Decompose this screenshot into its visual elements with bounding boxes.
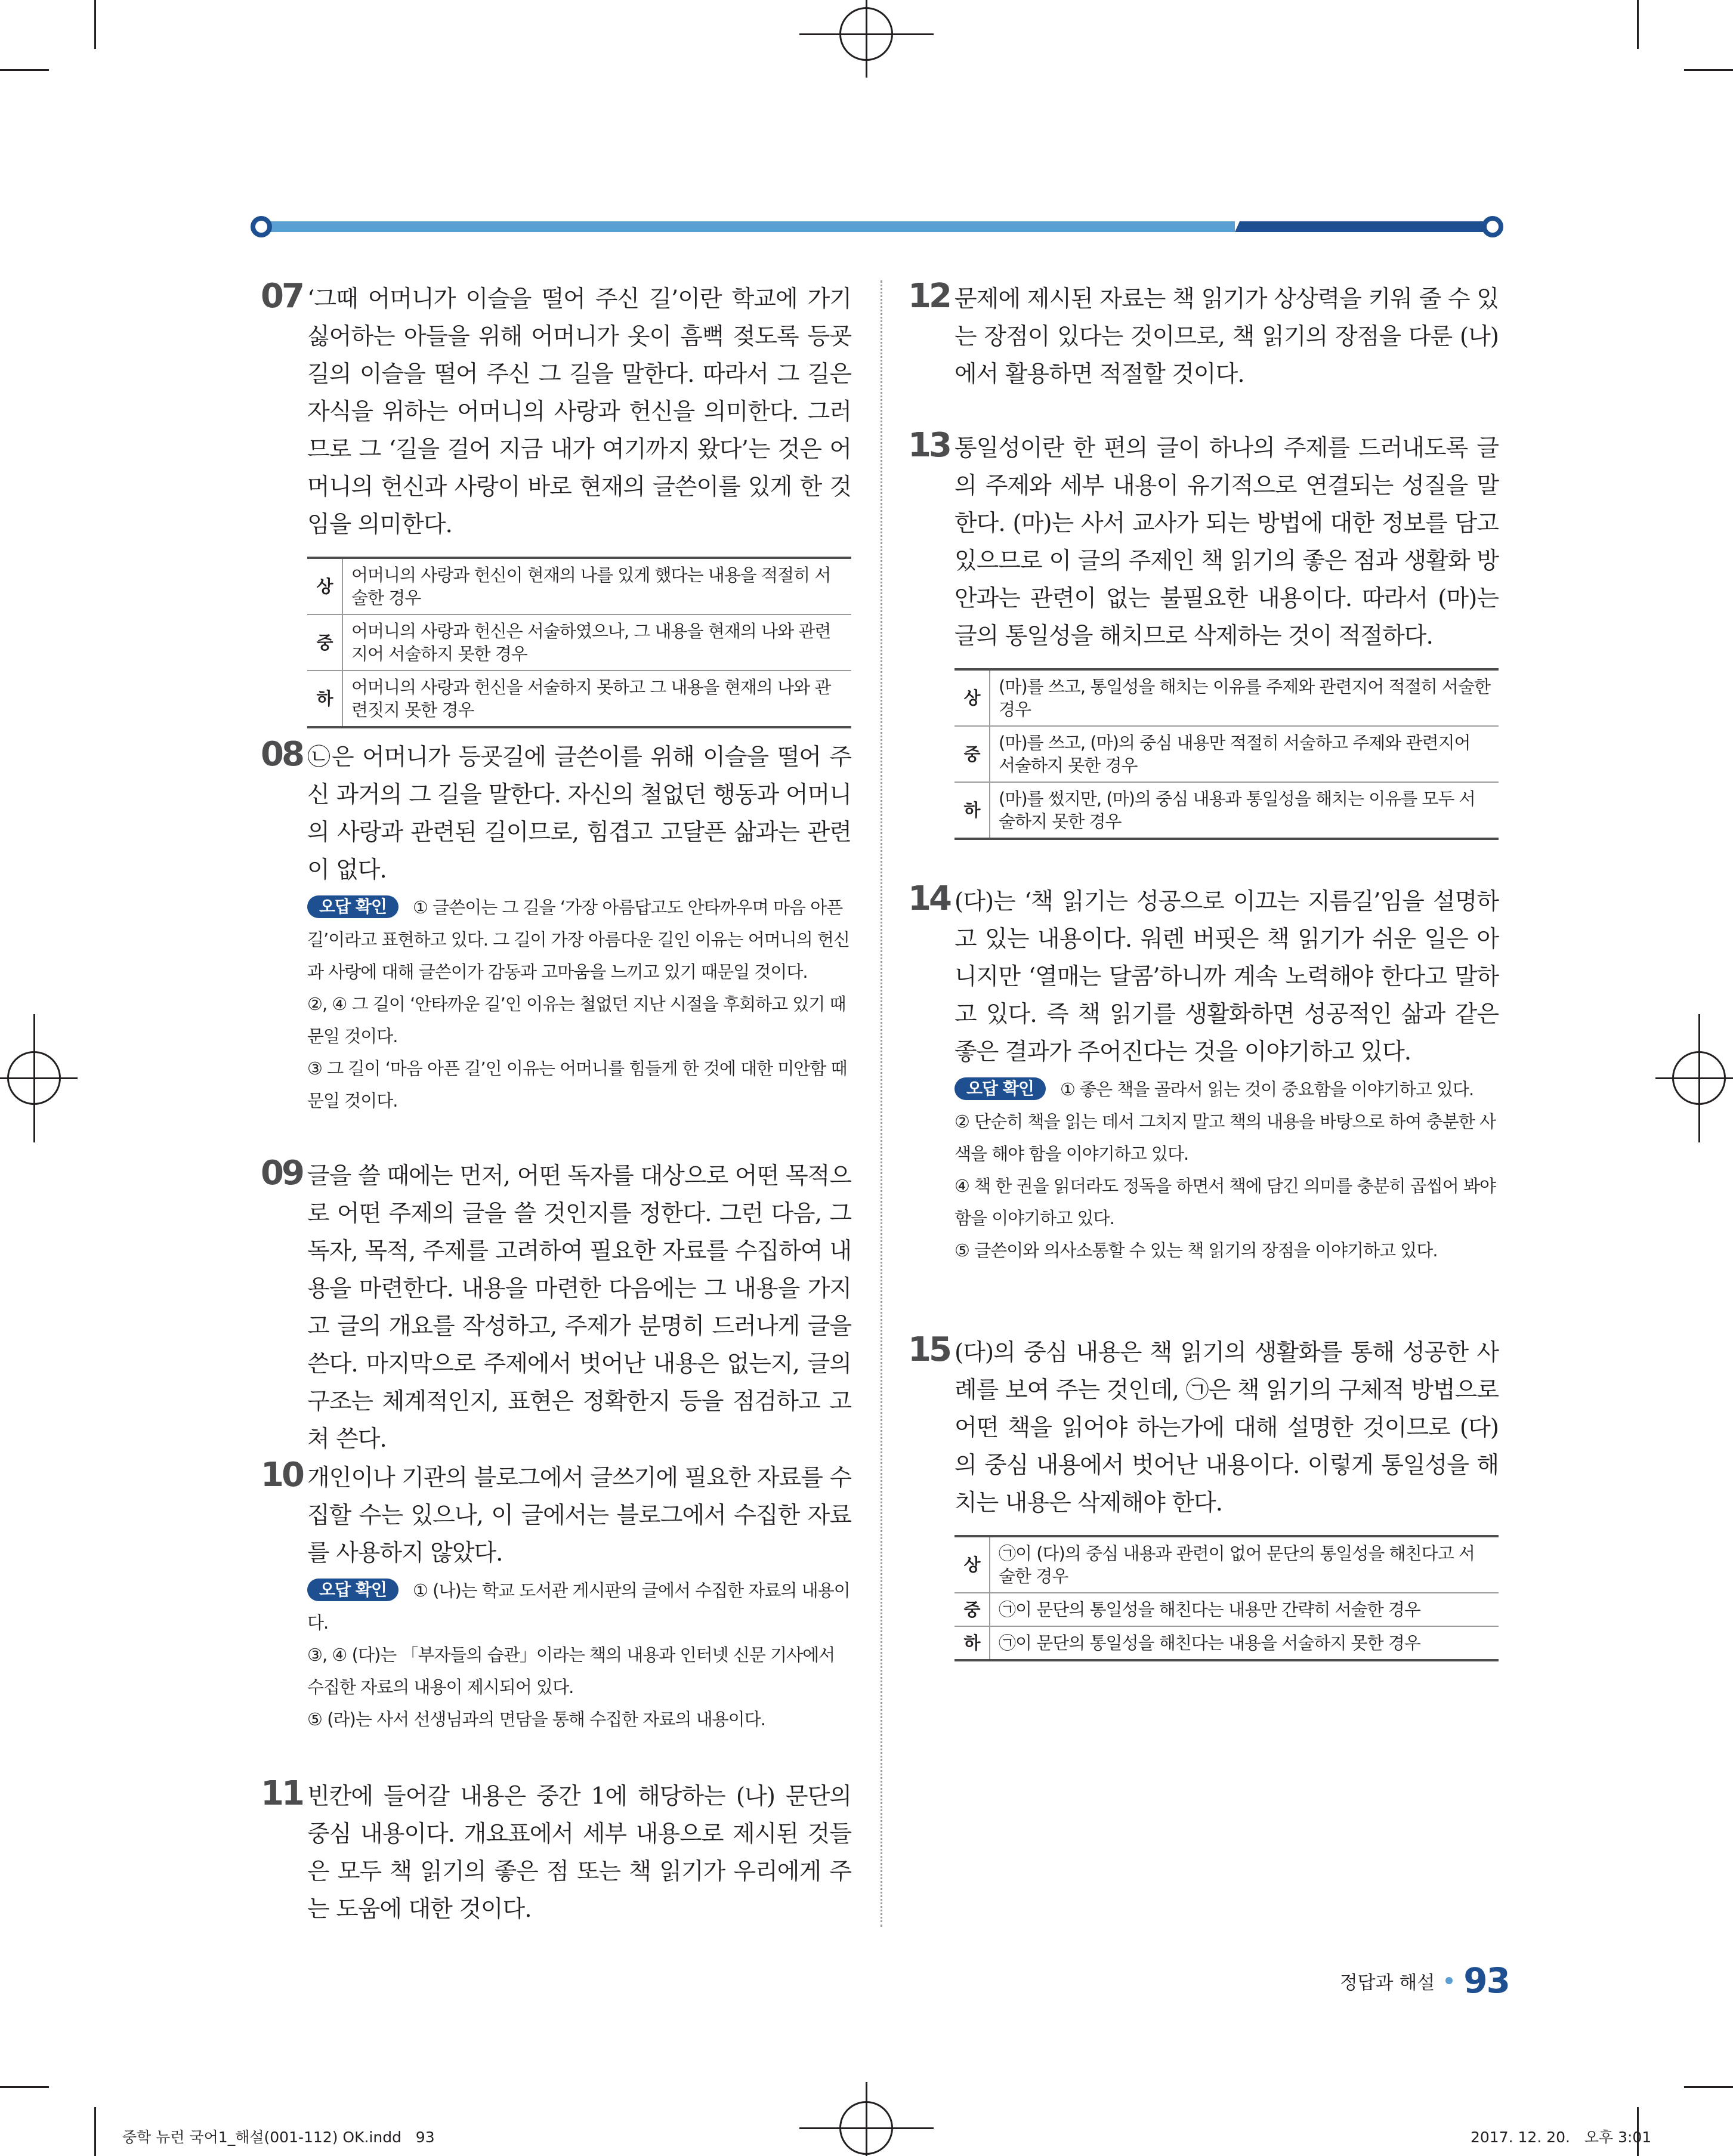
page-number: 93 [1463, 1960, 1509, 2001]
answer-15 [908, 1330, 1499, 1661]
scoring-table [954, 668, 1499, 840]
explanation-text: 문제에 제시된 자료는 책 읽기가 상상력을 키워 줄 수 있는 장점이 있다는 것이므로, 책 읽기의 장점을 다룬 (나)에서 활용하면 적절할 것이다. [954, 286, 1499, 388]
question-number: 12 [908, 277, 950, 316]
explanation-text: 통일성이란 한 편의 글이 하나의 주제를 드러내도록 글의 주제와 세부 내용이 유기적으로 연결되는 성질을 말한다. (마)는 사서 교사가 되는 방법에 대한 정보를 담고 있으므로 이 글의 주제인 책 읽기의 좋은 점과 생활화 방안과는 관련이 없는 불필요한 내용이다. 따라서 (마)는 글의 통일성을 해치므로 삭제하는 것이 적절하다. [954, 435, 1499, 650]
column-divider [881, 280, 882, 1927]
header-band [251, 216, 1503, 237]
answer-12 [908, 277, 1499, 393]
wrong-answer-notes [307, 1574, 851, 1735]
explanation-text: (다)는 ‘책 읽기는 성공으로 이끄는 지름길’임을 설명하고 있는 내용이다. 워렌 버핏은 책 읽기가 쉬운 일은 아니지만 ‘열매는 달콤’하니까 계속 노력해야 한다고 말하고 있다. 즉 책 읽기를 생활화하면 성공적인 삶과 같은 좋은 결과가 주어진다는 것을 이야기하고 있다. [954, 888, 1499, 1065]
wrong-answer-badge: 오답 확인 [307, 895, 399, 918]
table-row: 하 (마)를 썼지만, (마)의 중심 내용과 통일성을 해치는 이유를 모두 서술하지 못한 경우 [954, 782, 1499, 839]
explanation-text: 개인이나 기관의 블로그에서 글쓰기에 필요한 자료를 수집할 수는 있으나, 이 글에서는 블로그에서 수집한 자료를 사용하지 않았다. [307, 1465, 851, 1567]
note-line: ⑤ 글쓴이와 의사소통할 수 있는 책 읽기의 장점을 이야기하고 있다. [954, 1240, 1438, 1261]
note-line: ③, ④ (다)는 「부자들의 습관」이라는 책의 내용과 인터넷 신문 기사에서 수집한 자료의 내용이 제시되어 있다. [307, 1645, 835, 1697]
wrong-answer-badge: 오답 확인 [307, 1579, 399, 1601]
question-number: 09 [261, 1154, 302, 1193]
bullet-dot-icon [1445, 1977, 1453, 1984]
wrong-answer-badge: 오답 확인 [954, 1077, 1046, 1100]
scoring-table [954, 1535, 1499, 1661]
crop-mark [0, 2086, 49, 2088]
answer-11 [261, 1774, 851, 1928]
question-number: 13 [908, 426, 950, 465]
explanation-text: 글을 쓸 때에는 먼저, 어떤 독자를 대상으로 어떤 목적으로 어떤 주제의 글을 쓸 것인지를 정한다. 그런 다음, 그 독자, 목적, 주제를 고려하여 필요한 자료를 수집하여 내용을 마련한다. 내용을 마련한 다음에는 그 내용을 가지고 글의 개요를 작성하고, 주제가 분명히 드러나게 글을 쓴다. 마지막으로 주제에서 벗어난 내용은 없는지, 글의 구조는 체계적인지, 표현은 정확한지 등을 점검하고 고쳐 쓴다. [307, 1163, 851, 1453]
page-footer [1330, 1960, 1509, 2001]
wrong-answer-notes [954, 1073, 1499, 1267]
section-label: 정답과 해설 [1339, 1972, 1435, 1994]
table-row: 하 ㉠이 문단의 통일성을 해친다는 내용을 서술하지 못한 경우 [954, 1626, 1499, 1660]
answer-07 [261, 277, 851, 728]
crop-mark [0, 69, 49, 71]
note-line: ① 좋은 책을 골라서 읽는 것이 중요함을 이야기하고 있다. [1059, 1079, 1474, 1099]
note-line: ②, ④ 그 길이 ‘안타까운 길’인 이유는 철없던 지난 시절을 후회하고 있기 때문일 것이다. [307, 994, 846, 1046]
explanation-text: ㉡은 어머니가 등굣길에 글쓴이를 위해 이슬을 떨어 주신 과거의 그 길을 말한다. 자신의 철없던 행동과 어머니의 사랑과 관련된 길이므로, 힘겹고 고달픈 삶과는 관련이 없다. [307, 744, 851, 884]
question-number: 15 [908, 1330, 950, 1369]
table-row: 상 어머니의 사랑과 헌신이 현재의 나를 있게 했다는 내용을 적절히 서술한 경우 [307, 558, 851, 614]
table-row: 중 ㉠이 문단의 통일성을 해친다는 내용만 간략히 서술한 경우 [954, 1593, 1499, 1626]
scoring-table [307, 557, 851, 728]
crop-mark [1684, 2086, 1733, 2088]
print-slug-date: 2017. 12. 20. 오후 3:01 [1471, 2129, 1652, 2146]
question-number: 07 [261, 277, 302, 316]
crop-mark [1684, 69, 1733, 71]
note-line: ③ 그 길이 ‘마음 아픈 길’인 이유는 어머니를 힘들게 한 것에 대한 미안함 때문일 것이다. [307, 1058, 847, 1111]
table-row: 중 (마)를 쓰고, (마)의 중심 내용만 적절히 서술하고 주제와 관련지어 서술하지 못한 경우 [954, 726, 1499, 782]
wrong-answer-notes [307, 891, 851, 1117]
table-row: 중 어머니의 사랑과 헌신은 서술하였으나, 그 내용을 현재의 나와 관련지어 서술하지 못한 경우 [307, 614, 851, 671]
crop-mark [1637, 0, 1639, 49]
explanation-text: (다)의 중심 내용은 책 읽기의 생활화를 통해 성공한 사례를 보여 주는 것인데, ㉠은 책 읽기의 구체적 방법으로 어떤 책을 읽어야 하는가에 대해 설명한 것이므로 (다)의 중심 내용에서 벗어난 내용이다. 이렇게 통일성을 해치는 내용은 삭제해야 한다. [954, 1339, 1499, 1516]
answer-13 [908, 426, 1499, 840]
answer-09 [261, 1154, 851, 1458]
explanation-text: ‘그때 어머니가 이슬을 떨어 주신 길’이란 학교에 가기 싫어하는 아들을 위해 어머니가 옷이 흠뻑 젖도록 등굣길의 이슬을 떨어 주신 그 길을 말한다. 따라서 그 길은 자식을 위하는 어머니의 사랑과 헌신을 의미한다. 그러므로 그 ‘길을 걸어 지금 내가 여기까지 왔다’는 것은 어머니의 헌신과 사랑이 바로 현재의 글쓴이를 있게 한 것임을 의미한다. [307, 286, 851, 538]
note-line: ① 글쓴이는 그 길을 ‘가장 아름답고도 안타까우며 마음 아픈 길’이라고 표현하고 있다. 그 길이 가장 아름다운 길인 이유는 어머니의 헌신과 사랑에 대해 글쓴이가 감동과 고마움을 느끼고 있기 때문일 것이다. [307, 897, 850, 982]
answer-08 [261, 735, 851, 1117]
table-row: 하 어머니의 사랑과 헌신을 서술하지 못하고 그 내용을 현재의 나와 관련짓지 못한 경우 [307, 671, 851, 727]
question-number: 10 [261, 1456, 302, 1494]
crop-mark [94, 0, 96, 49]
note-line: ④ 책 한 권을 읽더라도 정독을 하면서 책에 담긴 의미를 충분히 곱씹어 봐야 함을 이야기하고 있다. [954, 1176, 1496, 1228]
note-line: ⑤ (라)는 사서 선생님과의 면담을 통해 수집한 자료의 내용이다. [307, 1709, 765, 1729]
print-slug-filename: 중학 뉴런 국어1_해설(001-112) OK.indd 93 [122, 2129, 435, 2146]
table-row: 상 ㉠이 (다)의 중심 내용과 관련이 없어 문단의 통일성을 해친다고 서술한 경우 [954, 1536, 1499, 1593]
question-number: 08 [261, 735, 302, 774]
question-number: 14 [908, 879, 950, 918]
explanation-text: 빈칸에 들어갈 내용은 중간 1에 해당하는 (나) 문단의 중심 내용이다. 개요표에서 세부 내용으로 제시된 것들은 모두 책 읽기의 좋은 점 또는 책 읽기가 우리에게 주는 도움에 대한 것이다. [307, 1783, 851, 1923]
answer-10 [261, 1456, 851, 1735]
note-line: ① (나)는 학교 도서관 게시판의 글에서 수집한 자료의 내용이다. [307, 1580, 850, 1633]
question-number: 11 [261, 1774, 302, 1813]
answer-14 [908, 879, 1499, 1267]
table-row: 상 (마)를 쓰고, 통일성을 해치는 이유를 주제와 관련지어 적절히 서술한 경우 [954, 669, 1499, 726]
note-line: ② 단순히 책을 읽는 데서 그치지 말고 책의 내용을 바탕으로 하여 충분한 사색을 해야 함을 이야기하고 있다. [954, 1111, 1496, 1164]
crop-mark [94, 2107, 96, 2156]
